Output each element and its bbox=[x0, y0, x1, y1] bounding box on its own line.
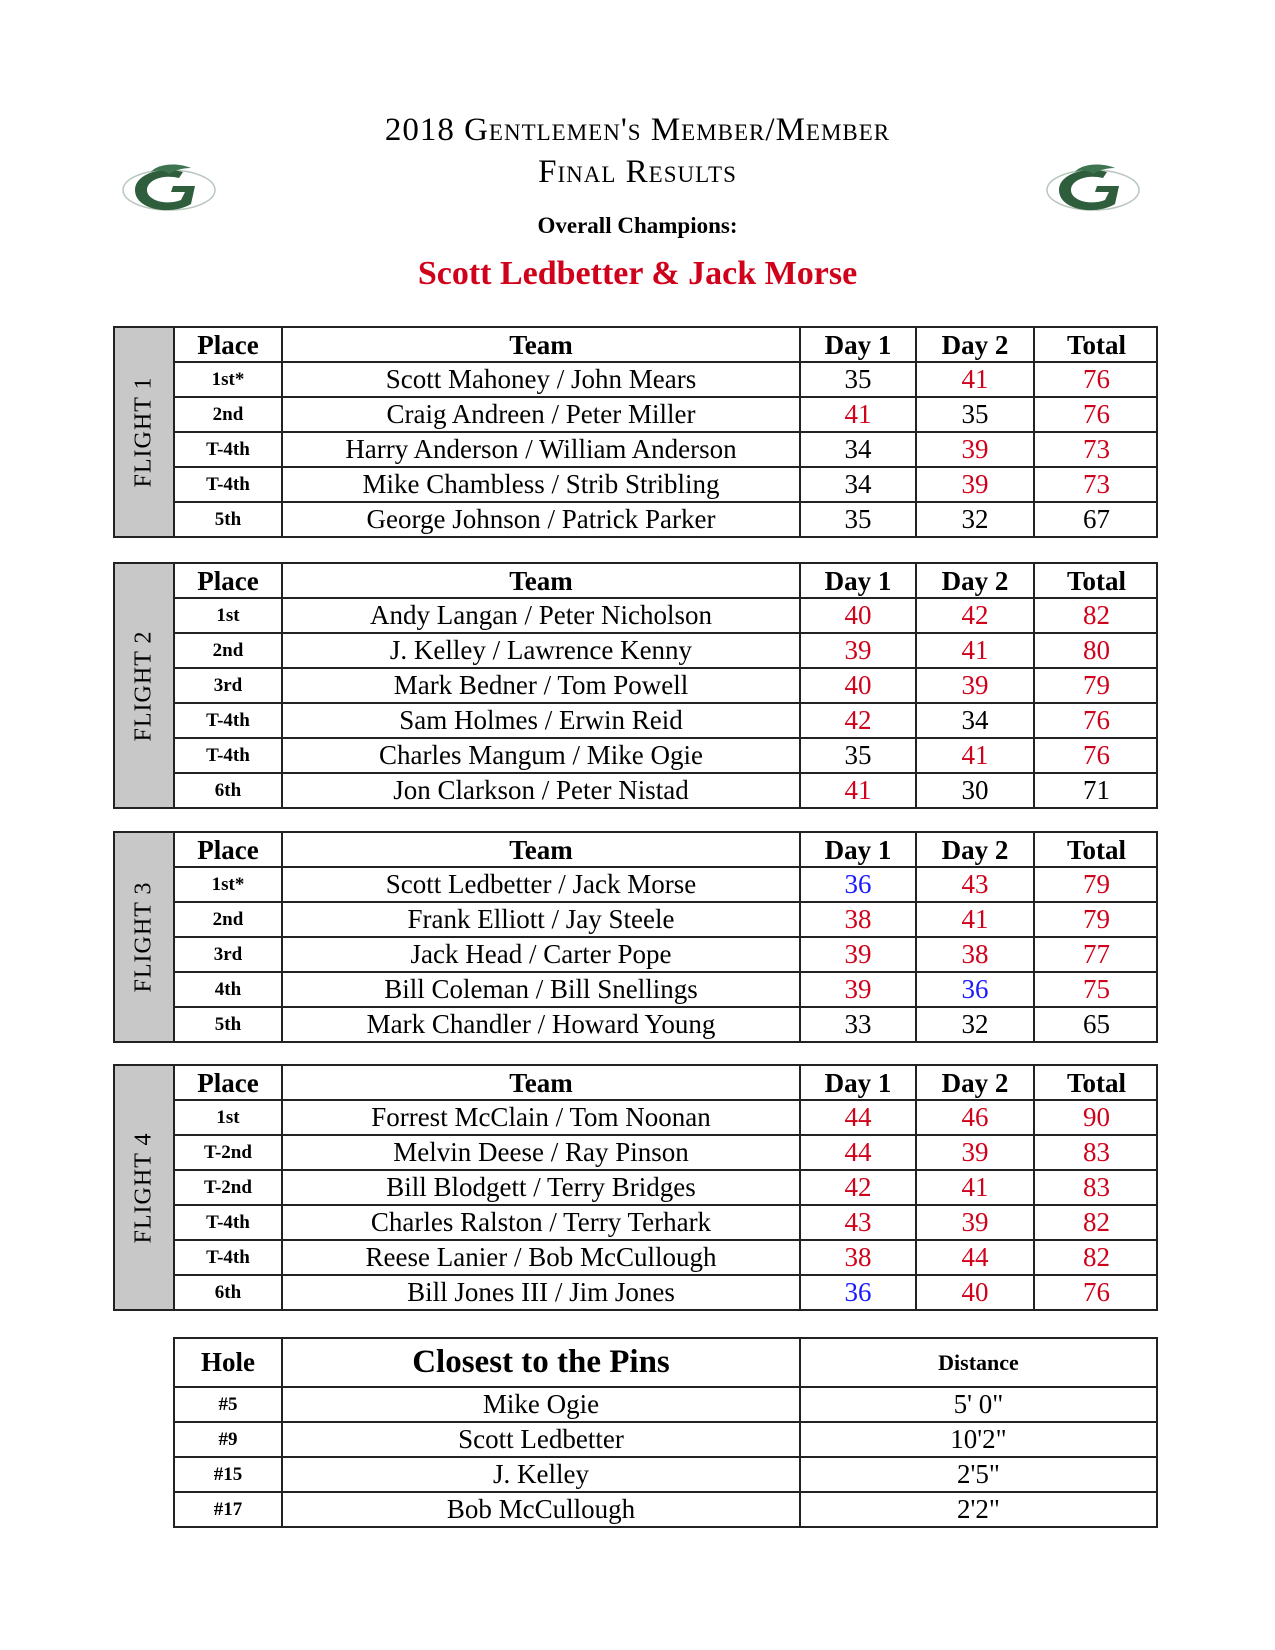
day1-score: 38 bbox=[800, 902, 916, 937]
day1-score: 39 bbox=[800, 633, 916, 668]
total-header: Total bbox=[1034, 833, 1158, 867]
place-cell: 5th bbox=[175, 502, 282, 536]
page-title: 2018 Gentlemen's Member/Member bbox=[384, 112, 891, 148]
day2-score: 32 bbox=[916, 502, 1034, 536]
hole-cell: #15 bbox=[175, 1457, 282, 1492]
day1-score: 33 bbox=[800, 1007, 916, 1041]
day2-header: Day 2 bbox=[916, 328, 1034, 362]
hole-cell: #5 bbox=[175, 1387, 282, 1422]
table-row bbox=[175, 703, 1158, 738]
total-score: 73 bbox=[1034, 467, 1158, 502]
team-cell: Frank Elliott / Jay Steele bbox=[282, 902, 800, 937]
table-row bbox=[175, 598, 1158, 633]
champions-names: Scott Ledbetter & Jack Morse bbox=[417, 255, 858, 292]
day2-score: 32 bbox=[916, 1007, 1034, 1041]
day2-score: 41 bbox=[916, 633, 1034, 668]
table-row bbox=[175, 1170, 1158, 1205]
distance-cell: 2'5" bbox=[800, 1457, 1156, 1492]
day2-score: 39 bbox=[916, 1205, 1034, 1240]
total-score: 82 bbox=[1034, 598, 1158, 633]
table-row bbox=[175, 1275, 1158, 1309]
pin-winner-cell: Mike Ogie bbox=[282, 1387, 800, 1422]
team-cell: Melvin Deese / Ray Pinson bbox=[282, 1135, 800, 1170]
team-cell: Charles Mangum / Mike Ogie bbox=[282, 738, 800, 773]
day1-score: 35 bbox=[800, 362, 916, 397]
day1-score: 36 bbox=[800, 867, 916, 902]
page-subtitle: Final Results bbox=[538, 154, 737, 190]
day1-score: 36 bbox=[800, 1275, 916, 1309]
total-score: 65 bbox=[1034, 1007, 1158, 1041]
team-cell: Bill Jones III / Jim Jones bbox=[282, 1275, 800, 1309]
place-cell: 5th bbox=[175, 1007, 282, 1041]
pins-distance-header: Distance bbox=[800, 1339, 1156, 1387]
day1-score: 34 bbox=[800, 467, 916, 502]
day1-score: 39 bbox=[800, 972, 916, 1007]
day2-header: Day 2 bbox=[916, 1066, 1034, 1100]
total-header: Total bbox=[1034, 328, 1158, 362]
team-cell: Bill Coleman / Bill Snellings bbox=[282, 972, 800, 1007]
total-score: 82 bbox=[1034, 1205, 1158, 1240]
total-score: 75 bbox=[1034, 972, 1158, 1007]
place-cell: T-2nd bbox=[175, 1170, 282, 1205]
day2-score: 41 bbox=[916, 902, 1034, 937]
place-cell: T-4th bbox=[175, 432, 282, 467]
place-cell: 1st* bbox=[175, 362, 282, 397]
day1-score: 41 bbox=[800, 773, 916, 807]
distance-cell: 2'2" bbox=[800, 1492, 1156, 1526]
hole-cell: #9 bbox=[175, 1422, 282, 1457]
club-logo-icon bbox=[1045, 160, 1141, 214]
hole-cell: #17 bbox=[175, 1492, 282, 1526]
day1-score: 44 bbox=[800, 1135, 916, 1170]
day1-score: 35 bbox=[800, 502, 916, 536]
place-header: Place bbox=[175, 564, 282, 598]
team-cell: Andy Langan / Peter Nicholson bbox=[282, 598, 800, 633]
day2-score: 39 bbox=[916, 467, 1034, 502]
table-row bbox=[175, 902, 1158, 937]
flight-1-table bbox=[113, 326, 1158, 538]
flight-3-table bbox=[113, 831, 1158, 1043]
flight-label: FLIGHT 3 bbox=[115, 833, 175, 1041]
team-cell: Jack Head / Carter Pope bbox=[282, 937, 800, 972]
total-score: 67 bbox=[1034, 502, 1158, 536]
day2-header: Day 2 bbox=[916, 564, 1034, 598]
team-cell: Scott Ledbetter / Jack Morse bbox=[282, 867, 800, 902]
place-cell: T-4th bbox=[175, 738, 282, 773]
total-score: 79 bbox=[1034, 867, 1158, 902]
distance-cell: 10'2" bbox=[800, 1422, 1156, 1457]
table-row bbox=[175, 738, 1158, 773]
total-score: 83 bbox=[1034, 1170, 1158, 1205]
distance-cell: 5' 0" bbox=[800, 1387, 1156, 1422]
total-score: 79 bbox=[1034, 668, 1158, 703]
place-cell: 4th bbox=[175, 972, 282, 1007]
total-score: 76 bbox=[1034, 1275, 1158, 1309]
flight-2-table bbox=[113, 562, 1158, 809]
team-cell: J. Kelley / Lawrence Kenny bbox=[282, 633, 800, 668]
table-row bbox=[175, 773, 1158, 807]
table-row bbox=[175, 1457, 1156, 1492]
total-score: 82 bbox=[1034, 1240, 1158, 1275]
day2-score: 44 bbox=[916, 1240, 1034, 1275]
place-cell: T-4th bbox=[175, 1205, 282, 1240]
place-cell: T-2nd bbox=[175, 1135, 282, 1170]
day2-score: 41 bbox=[916, 738, 1034, 773]
team-cell: George Johnson / Patrick Parker bbox=[282, 502, 800, 536]
day1-score: 40 bbox=[800, 668, 916, 703]
total-score: 76 bbox=[1034, 738, 1158, 773]
table-row bbox=[175, 1205, 1158, 1240]
table-row bbox=[175, 668, 1158, 703]
day2-score: 38 bbox=[916, 937, 1034, 972]
place-header: Place bbox=[175, 328, 282, 362]
table-row bbox=[175, 1387, 1156, 1422]
flight-label: FLIGHT 1 bbox=[115, 328, 175, 536]
pin-winner-cell: Bob McCullough bbox=[282, 1492, 800, 1526]
day2-score: 30 bbox=[916, 773, 1034, 807]
champions-heading: Overall Champions: bbox=[537, 213, 738, 238]
table-row bbox=[175, 1422, 1156, 1457]
table-row bbox=[175, 1007, 1158, 1041]
place-cell: 6th bbox=[175, 773, 282, 807]
pins-hole-header: Hole bbox=[175, 1339, 282, 1387]
place-cell: 3rd bbox=[175, 668, 282, 703]
total-header: Total bbox=[1034, 564, 1158, 598]
day2-score: 39 bbox=[916, 668, 1034, 703]
day2-score: 39 bbox=[916, 432, 1034, 467]
day2-score: 40 bbox=[916, 1275, 1034, 1309]
day2-score: 41 bbox=[916, 362, 1034, 397]
team-cell: Jon Clarkson / Peter Nistad bbox=[282, 773, 800, 807]
team-cell: Bill Blodgett / Terry Bridges bbox=[282, 1170, 800, 1205]
pin-winner-cell: Scott Ledbetter bbox=[282, 1422, 800, 1457]
day1-score: 35 bbox=[800, 738, 916, 773]
team-cell: Harry Anderson / William Anderson bbox=[282, 432, 800, 467]
day1-score: 43 bbox=[800, 1205, 916, 1240]
day2-score: 34 bbox=[916, 703, 1034, 738]
table-row bbox=[175, 362, 1158, 397]
day2-score: 36 bbox=[916, 972, 1034, 1007]
flight-4-table bbox=[113, 1064, 1158, 1311]
team-cell: Mike Chambless / Strib Stribling bbox=[282, 467, 800, 502]
day1-score: 34 bbox=[800, 432, 916, 467]
team-header: Team bbox=[282, 833, 800, 867]
day2-score: 42 bbox=[916, 598, 1034, 633]
table-row bbox=[175, 633, 1158, 668]
total-score: 76 bbox=[1034, 703, 1158, 738]
day1-score: 38 bbox=[800, 1240, 916, 1275]
place-cell: 2nd bbox=[175, 633, 282, 668]
total-score: 71 bbox=[1034, 773, 1158, 807]
day2-score: 41 bbox=[916, 1170, 1034, 1205]
table-row bbox=[175, 937, 1158, 972]
flight-label: FLIGHT 4 bbox=[115, 1066, 175, 1309]
day1-header: Day 1 bbox=[800, 328, 916, 362]
total-score: 83 bbox=[1034, 1135, 1158, 1170]
place-cell: 1st bbox=[175, 598, 282, 633]
table-row bbox=[175, 397, 1158, 432]
place-cell: T-4th bbox=[175, 1240, 282, 1275]
day1-score: 41 bbox=[800, 397, 916, 432]
day1-score: 42 bbox=[800, 703, 916, 738]
total-header: Total bbox=[1034, 1066, 1158, 1100]
day1-header: Day 1 bbox=[800, 1066, 916, 1100]
team-header: Team bbox=[282, 1066, 800, 1100]
team-cell: Sam Holmes / Erwin Reid bbox=[282, 703, 800, 738]
table-row bbox=[175, 467, 1158, 502]
day1-score: 42 bbox=[800, 1170, 916, 1205]
day1-score: 39 bbox=[800, 937, 916, 972]
club-logo-icon bbox=[121, 160, 217, 214]
table-row bbox=[175, 1135, 1158, 1170]
team-cell: Scott Mahoney / John Mears bbox=[282, 362, 800, 397]
team-header: Team bbox=[282, 564, 800, 598]
day2-score: 39 bbox=[916, 1135, 1034, 1170]
total-score: 79 bbox=[1034, 902, 1158, 937]
pins-title: Closest to the Pins bbox=[282, 1339, 800, 1387]
table-row bbox=[175, 1492, 1156, 1526]
place-cell: 6th bbox=[175, 1275, 282, 1309]
place-cell: 2nd bbox=[175, 397, 282, 432]
team-cell: Mark Chandler / Howard Young bbox=[282, 1007, 800, 1041]
total-score: 77 bbox=[1034, 937, 1158, 972]
day1-header: Day 1 bbox=[800, 833, 916, 867]
total-score: 76 bbox=[1034, 397, 1158, 432]
team-cell: Forrest McClain / Tom Noonan bbox=[282, 1100, 800, 1135]
day2-header: Day 2 bbox=[916, 833, 1034, 867]
table-row bbox=[175, 1100, 1158, 1135]
place-cell: 2nd bbox=[175, 902, 282, 937]
total-score: 80 bbox=[1034, 633, 1158, 668]
team-cell: Craig Andreen / Peter Miller bbox=[282, 397, 800, 432]
table-row bbox=[175, 867, 1158, 902]
day1-score: 40 bbox=[800, 598, 916, 633]
table-row bbox=[175, 502, 1158, 536]
place-cell: T-4th bbox=[175, 703, 282, 738]
closest-to-pins-table bbox=[173, 1337, 1158, 1528]
total-score: 90 bbox=[1034, 1100, 1158, 1135]
team-cell: Reese Lanier / Bob McCullough bbox=[282, 1240, 800, 1275]
day2-score: 43 bbox=[916, 867, 1034, 902]
team-cell: Charles Ralston / Terry Terhark bbox=[282, 1205, 800, 1240]
day1-header: Day 1 bbox=[800, 564, 916, 598]
place-cell: 3rd bbox=[175, 937, 282, 972]
place-cell: T-4th bbox=[175, 467, 282, 502]
total-score: 76 bbox=[1034, 362, 1158, 397]
day1-score: 44 bbox=[800, 1100, 916, 1135]
flight-label: FLIGHT 2 bbox=[115, 564, 175, 807]
place-cell: 1st bbox=[175, 1100, 282, 1135]
team-header: Team bbox=[282, 328, 800, 362]
day2-score: 35 bbox=[916, 397, 1034, 432]
day2-score: 46 bbox=[916, 1100, 1034, 1135]
team-cell: Mark Bedner / Tom Powell bbox=[282, 668, 800, 703]
place-header: Place bbox=[175, 1066, 282, 1100]
place-cell: 1st* bbox=[175, 867, 282, 902]
table-row bbox=[175, 972, 1158, 1007]
place-header: Place bbox=[175, 833, 282, 867]
pin-winner-cell: J. Kelley bbox=[282, 1457, 800, 1492]
total-score: 73 bbox=[1034, 432, 1158, 467]
table-row bbox=[175, 1240, 1158, 1275]
table-row bbox=[175, 432, 1158, 467]
